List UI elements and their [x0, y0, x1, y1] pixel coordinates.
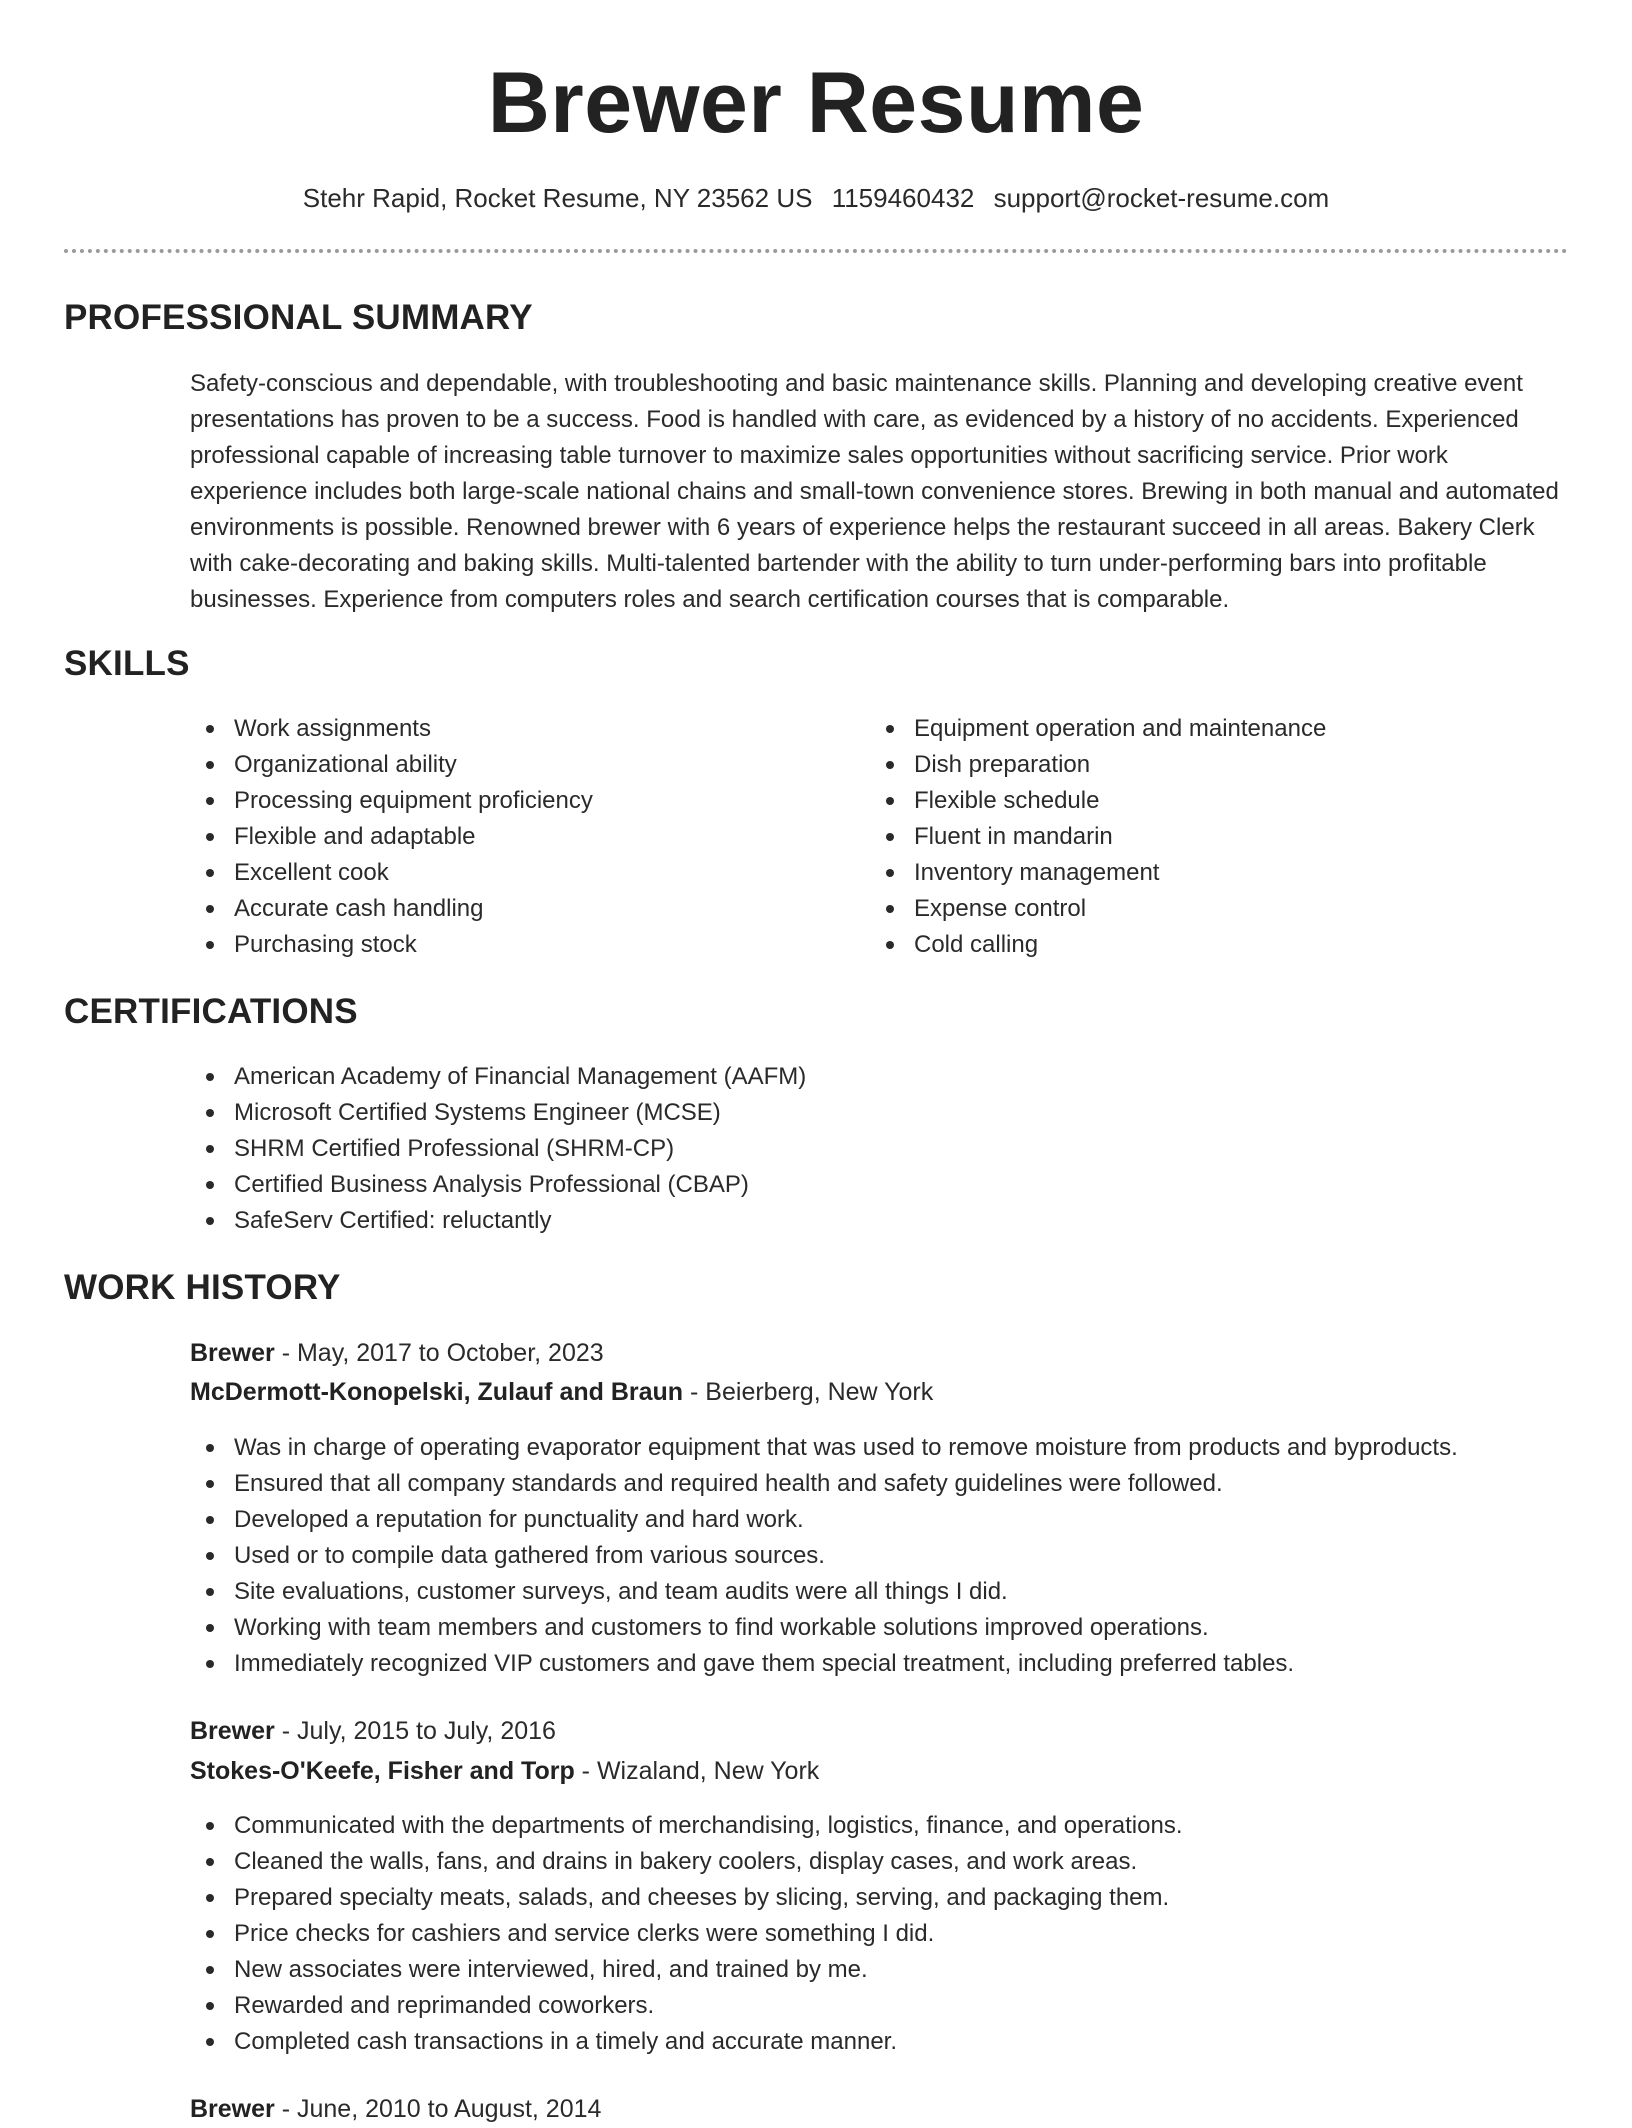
job-location: - Wizaland, New York: [574, 1757, 820, 1785]
resume-title: Brewer Resume: [487, 55, 1145, 151]
job-dates: - May, 2017 to October, 2023: [274, 1339, 604, 1367]
section-title-certifications: CERTIFICATIONS: [64, 992, 358, 1031]
section-title-skills: SKILLS: [64, 644, 190, 683]
job-bullet: Completed cash transactions in a timely and accurate manner.: [190, 2024, 1183, 2060]
skill-item: Work assignments: [190, 711, 593, 747]
job-company-line: [190, 1373, 933, 1411]
skills-list-right: [870, 711, 1326, 963]
job-bullet: New associates were interviewed, hired, and trained by me.: [190, 1952, 1183, 1988]
job-company: Stokes-O'Keefe, Fisher and Torp: [190, 1757, 575, 1785]
job-title-line: [190, 2090, 601, 2128]
skill-item: Processing equipment proficiency: [190, 783, 593, 819]
skills-list-left: [190, 711, 593, 963]
certification-item: Certified Business Analysis Professional (CBAP): [190, 1167, 806, 1203]
skill-item: Excellent cook: [190, 855, 593, 891]
job-bullet: Developed a reputation for punctuality and hard work.: [190, 1502, 1458, 1538]
job-bullet: Site evaluations, customer surveys, and team audits were all things I did.: [190, 1574, 1458, 1610]
job-bullet: Price checks for cashiers and service clerks were something I did.: [190, 1916, 1183, 1952]
job-company-line: [190, 1752, 819, 1790]
certification-item: American Academy of Financial Management (AAFM): [190, 1059, 806, 1095]
skill-item: Inventory management: [870, 855, 1326, 891]
summary-text: Safety-conscious and dependable, with troubleshooting and basic maintenance skills. Planning and developing creative event presentations has proven to be a success. Food is handled with care, as evidenced by a history of no accidents. Experienced professional capable of increasing table turnover to maximize sales opportunities without sacrificing service. Prior work experience includes both large-scale national chains and small-town convenience stores. Brewing in both manual and automated environments is possible. Renowned brewer with 6 years of experience helps the restaurant succeed in all areas. Bakery Clerk with cake-decorating and baking skills. Multi-talented bartender with the ability to turn under-performing bars into profitable businesses. Experience from computers roles and search certification courses that is comparable.: [190, 370, 1559, 613]
certification-item: SafeServ Certified: reluctantly: [190, 1203, 806, 1239]
skill-item: Organizational ability: [190, 747, 593, 783]
certification-item: Microsoft Certified Systems Engineer (MCSE): [190, 1095, 806, 1131]
job-company: McDermott-Konopelski, Zulauf and Braun: [190, 1378, 684, 1406]
job-bullet: Rewarded and reprimanded coworkers.: [190, 1988, 1183, 2024]
certifications-list: [190, 1059, 806, 1239]
contact-email: support@rocket-resume.com: [993, 183, 1330, 213]
certification-item: SHRM Certified Professional (SHRM-CP): [190, 1131, 806, 1167]
job-bullet: Used or to compile data gathered from various sources.: [190, 1538, 1458, 1574]
job-bullet: Was in charge of operating evaporator equipment that was used to remove moisture from products and byproducts.: [190, 1430, 1458, 1466]
skill-item: Purchasing stock: [190, 927, 593, 963]
job-bullet: Ensured that all company standards and required health and safety guidelines were followed.: [190, 1466, 1458, 1502]
job-bullet: Communicated with the departments of merchandising, logistics, finance, and operations.: [190, 1808, 1183, 1844]
job-bullet: Cleaned the walls, fans, and drains in bakery coolers, display cases, and work areas.: [190, 1844, 1183, 1880]
skill-item: Equipment operation and maintenance: [870, 711, 1326, 747]
job-role: Brewer: [190, 2095, 275, 2123]
contact-phone: 1159460432: [831, 183, 975, 213]
job-bullet: Prepared specialty meats, salads, and cheeses by slicing, serving, and packaging them.: [190, 1880, 1183, 1916]
job-bullet: Immediately recognized VIP customers and gave them special treatment, including preferred tables.: [190, 1646, 1458, 1682]
skill-item: Expense control: [870, 891, 1326, 927]
skill-item: Fluent in mandarin: [870, 819, 1326, 855]
job-title-line: [190, 1334, 604, 1372]
skill-item: Dish preparation: [870, 747, 1326, 783]
skill-item: Cold calling: [870, 927, 1326, 963]
job-title-line: [190, 1712, 556, 1750]
skill-item: Flexible schedule: [870, 783, 1326, 819]
job-bullets: [190, 1430, 1458, 1682]
job-dates: - July, 2015 to July, 2016: [274, 1717, 556, 1745]
contact-address: Stehr Rapid, Rocket Resume, NY 23562 US: [302, 183, 813, 213]
job-role: Brewer: [190, 1339, 275, 1367]
skill-item: Accurate cash handling: [190, 891, 593, 927]
contact-line: [0, 180, 1632, 216]
section-title-work-history: WORK HISTORY: [64, 1268, 341, 1307]
section-title-summary: PROFESSIONAL SUMMARY: [64, 298, 533, 337]
skill-item: Flexible and adaptable: [190, 819, 593, 855]
job-bullets: [190, 1808, 1183, 2060]
job-location: - Beierberg, New York: [683, 1378, 934, 1406]
job-role: Brewer: [190, 1717, 275, 1745]
header-divider: [64, 249, 1568, 253]
job-dates: - June, 2010 to August, 2014: [274, 2095, 602, 2123]
job-bullet: Working with team members and customers to find workable solutions improved operations.: [190, 1610, 1458, 1646]
